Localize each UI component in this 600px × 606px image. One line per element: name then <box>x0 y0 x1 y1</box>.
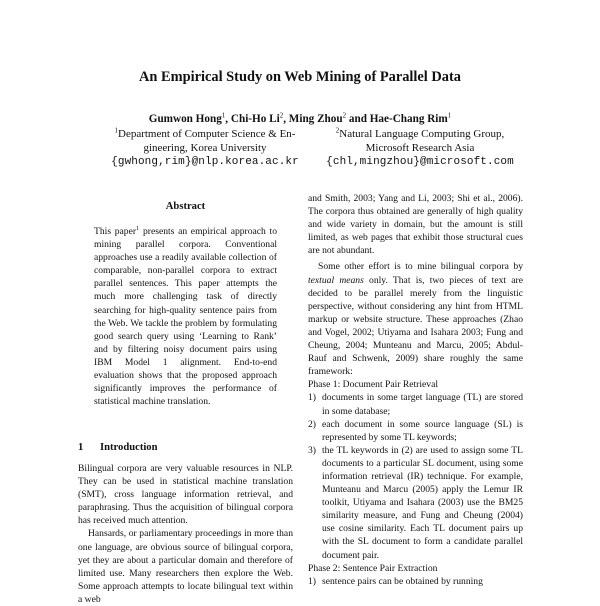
phase2-list <box>308 575 523 588</box>
abstract-body <box>94 225 277 408</box>
author-affiliation-mark: 1 <box>221 111 226 120</box>
phase-heading: Phase 2: Sentence Pair Extraction <box>308 562 438 574</box>
affiliation-line: gineering, Korea University <box>143 142 267 154</box>
paper-title: An Empirical Study on Web Mining of Parallel Data <box>139 69 461 85</box>
list-item <box>308 391 523 417</box>
section-heading <box>78 441 158 454</box>
paragraph <box>308 260 523 378</box>
paragraph-text: Some other effort is to mine bilingual corpora by <box>318 261 523 273</box>
list-marker: 2) <box>308 418 316 430</box>
paragraph: Bilingual corpora are very valuable resources in NLP. They can be used in statistical machine translation (SMT), cross language information retrieval, and paraphrasing. Thus the acquisition of bilingual corpora has received much attention. <box>78 463 293 527</box>
abstract-text: This paper <box>94 226 137 237</box>
left-column-body <box>78 462 293 606</box>
footnote-mark: 1 <box>136 224 140 232</box>
paragraph: Hansards, or parliamentary proceedings in more than one language, are obvious source of bilingual corpora, yet they are about a particular domain and therefore of limited use. Many researchers then explore the Web. Some approach attempts to locate bilingual text within a web <box>78 528 293 605</box>
phase1-list <box>308 391 523 561</box>
author-affiliation-mark: 2 <box>342 111 347 120</box>
paragraph-text: only. That is, two pieces of text are decided to be parallel merely from the linguistic perspective, without considering any hint from HTML markup or website structure. These approaches (Zhao and Vogel, 2002; Utiyama and Isahara 2003; Fung and Cheung, 2004; Munteanu and Marcu, 2005; Abdul-Rauf and Schwenk, 2009) share roughly the same framework: <box>308 274 523 378</box>
affiliation-line: Microsoft Research Asia <box>365 142 475 154</box>
list-marker: 3) <box>308 444 316 456</box>
affiliation-email: {chl,mingzhou}@microsoft.com <box>326 156 514 168</box>
affiliation-1 <box>100 127 310 169</box>
list-text: sentence pairs can be obtained by running <box>322 575 483 587</box>
affiliation-line: Department of Computer Science & En- <box>118 128 296 140</box>
phase-heading: Phase 1: Document Pair Retrieval <box>308 379 439 391</box>
list-text: each document in some source language (SL) is represented by some TL keywords; <box>322 418 523 443</box>
affiliation-2 <box>310 127 530 169</box>
author-separator: , <box>225 113 231 125</box>
affiliation-mark: 1 <box>114 126 118 135</box>
author-affiliation-mark: 1 <box>447 111 452 120</box>
author-separator: , <box>283 113 289 125</box>
author-list <box>0 112 600 126</box>
list-item <box>308 418 523 444</box>
author-name: Gumwon Hong <box>148 113 222 125</box>
paragraph: and Smith, 2003; Yang and Li, 2003; Shi et al., 2006). The corpora thus obtained are generally of high quality and wide variety in domain, but the amount is still limited, as web pages that exhibit those structural cues are not abundant. <box>308 193 523 257</box>
list-item <box>308 444 523 562</box>
emphasis-text: textual means <box>308 274 364 286</box>
affiliation-mark: 2 <box>335 126 340 135</box>
list-text: the TL keywords in (2) are used to assign some TL documents to a particular SL document, using some information retrieval (IR) technique. For example, Munteanu and Marcu (2005) apply the Lemur IR toolkit, Utiyama and Isahara (2003) use the BM25 similarity measure, and Fung and Cheung (2004) use cosine similarity. Each TL document pairs up with the SL document to form a candidate parallel document pair. <box>322 444 523 561</box>
affiliation-line: Natural Language Computing Group, <box>339 128 505 140</box>
abstract-text: presents an empirical approach to mining parallel corpora. Conventional approaches use a readily available collection of comparable, non-parallel corpora to extract parallel sentences. This paper attempts the much more challenging task of directly searching for high-quality sentence pairs from the Web. We tackle the problem by formulating good search query using ‘Learning to Rank’ and by filtering noisy document pairs using IBM Model 1 alignment. End-to-end evaluation shows that the proposed approach significantly improves the performance of statistical machine translation. <box>94 226 277 408</box>
section-number: 1 <box>78 442 84 453</box>
section-title: Introduction <box>100 442 158 453</box>
author-name: Ming Zhou <box>288 113 343 125</box>
list-marker: 1) <box>308 392 316 404</box>
author-name: Chi-Ho Li <box>230 113 280 125</box>
list-marker: 1) <box>308 575 316 587</box>
list-item <box>308 575 523 588</box>
affiliation-email: {gwhong,rim}@nlp.korea.ac.kr <box>111 156 299 168</box>
author-name: Hae-Chang Rim <box>369 113 448 125</box>
right-column-body <box>308 192 523 588</box>
list-text: documents in some target language (TL) are stored in some database; <box>322 392 523 417</box>
author-separator: and <box>346 113 370 125</box>
author-affiliation-mark: 2 <box>279 111 284 120</box>
abstract-heading: Abstract <box>165 201 206 212</box>
